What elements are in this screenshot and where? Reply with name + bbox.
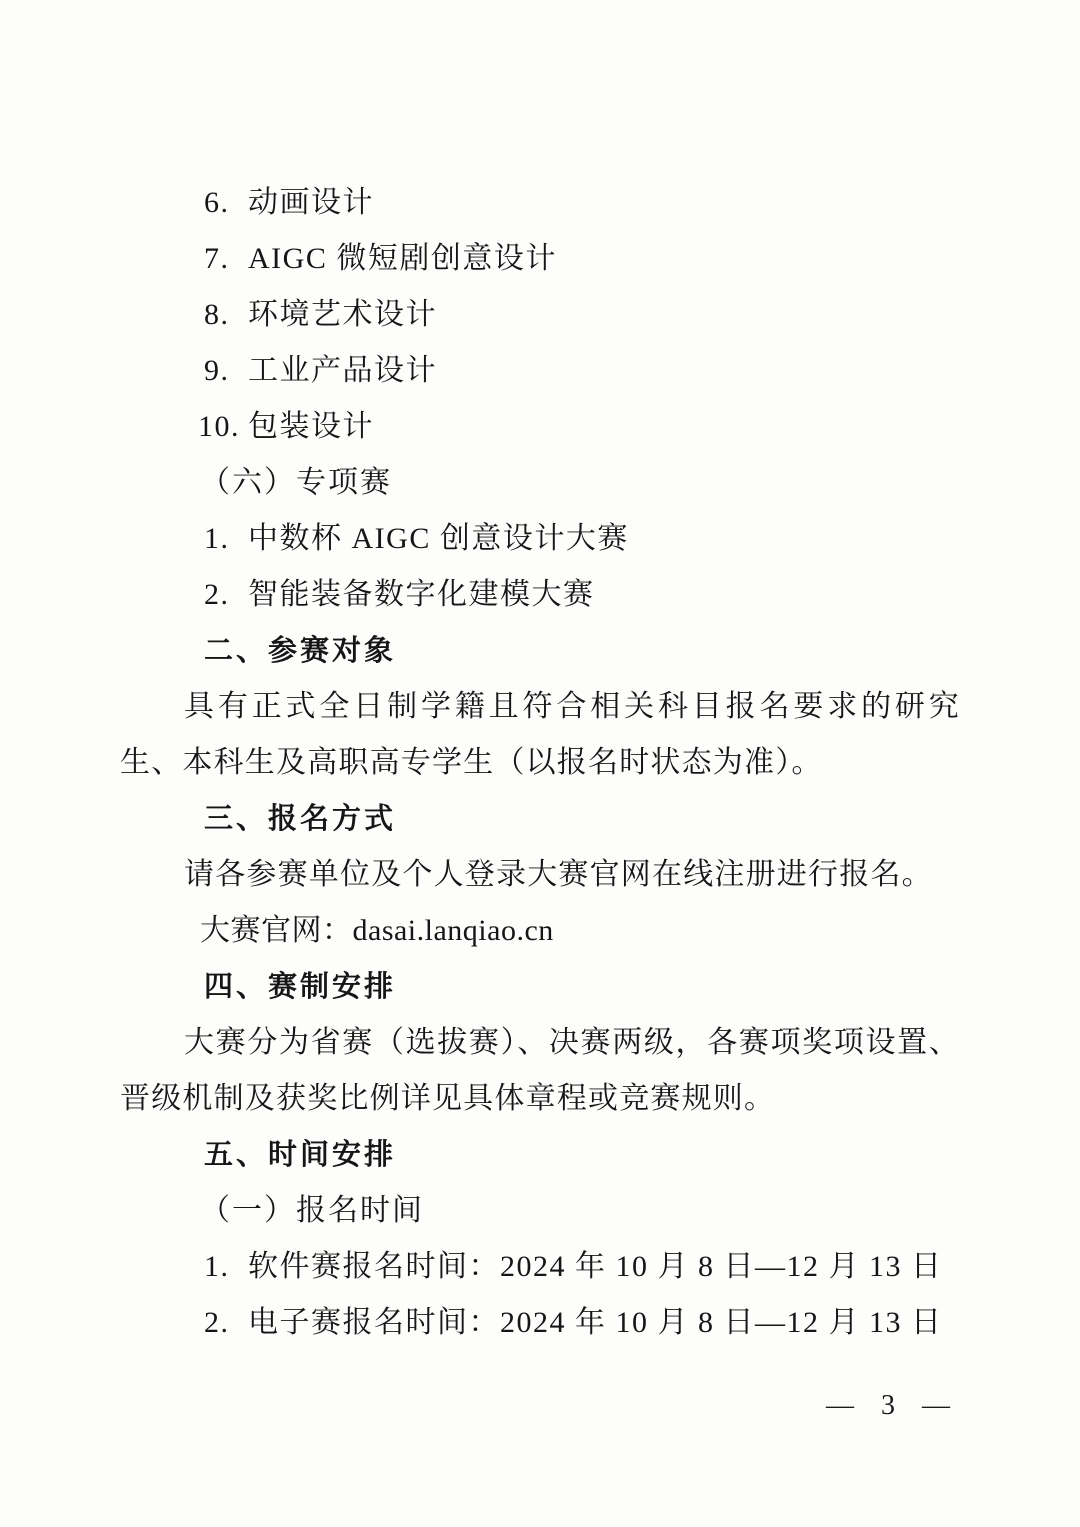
list-item-number: 8. (204, 298, 230, 331)
list-item-label: 中数杯 AIGC 创意设计大赛 (248, 522, 629, 555)
list-item (120, 175, 960, 231)
list-item (120, 1295, 960, 1351)
paragraph: 大赛分为省赛（选拔赛）、决赛两级，各赛项奖项设置、晋级机制及获奖比例详见具体章程或竞赛规则。 (120, 1026, 960, 1115)
page-marker-left: — (826, 1390, 864, 1421)
list-item-label: 包装设计 (248, 410, 374, 443)
list-item-number: 9. (204, 354, 230, 387)
list-item-label: 智能装备数字化建模大赛 (248, 578, 595, 611)
list-item-number: 10. (198, 410, 240, 443)
list-item-label: 工业产品设计 (248, 354, 437, 387)
list-item (120, 567, 960, 623)
paragraph: 请各参赛单位及个人登录大赛官网在线注册进行报名。 (184, 858, 933, 891)
section-heading: 五、时间安排 (204, 1139, 397, 1171)
section-heading: 二、参赛对象 (204, 635, 397, 667)
section-heading: 四、赛制安排 (204, 971, 397, 1003)
list-item (120, 343, 960, 399)
list-item-label: 环境艺术设计 (248, 298, 437, 331)
list-item (120, 287, 960, 343)
list-item-number: 1. (204, 522, 230, 555)
subsection-heading: （六）专项赛 (200, 466, 392, 499)
page-number: 3 (881, 1390, 905, 1421)
list-item-number: 6. (204, 186, 230, 219)
list-item (120, 231, 960, 287)
list-item (120, 511, 960, 567)
list-item-label: AIGC 微短剧创意设计 (248, 242, 557, 275)
list-item (120, 399, 960, 455)
page-footer (826, 1390, 960, 1422)
page-marker-right: — (922, 1390, 960, 1421)
section-heading: 三、报名方式 (204, 803, 397, 835)
subsection-heading: （一）报名时间 (200, 1194, 424, 1227)
list-item-number: 1. (204, 1250, 230, 1283)
list-item-number: 2. (204, 1306, 230, 1339)
list-item-label: 动画设计 (248, 186, 374, 219)
list-item (120, 1239, 960, 1295)
list-item-label: 电子赛报名时间：2024 年 10 月 8 日—12 月 13 日 (248, 1306, 943, 1339)
list-item-number: 2. (204, 578, 230, 611)
official-website-line: 大赛官网：dasai.lanqiao.cn (200, 914, 554, 947)
page-content (120, 175, 960, 1351)
paragraph: 具有正式全日制学籍且符合相关科目报名要求的研究生、本科生及高职高专学生（以报名时状态为准）。 (120, 690, 960, 779)
list-item-label: 软件赛报名时间：2024 年 10 月 8 日—12 月 13 日 (248, 1250, 943, 1283)
list-item-number: 7. (204, 242, 230, 275)
